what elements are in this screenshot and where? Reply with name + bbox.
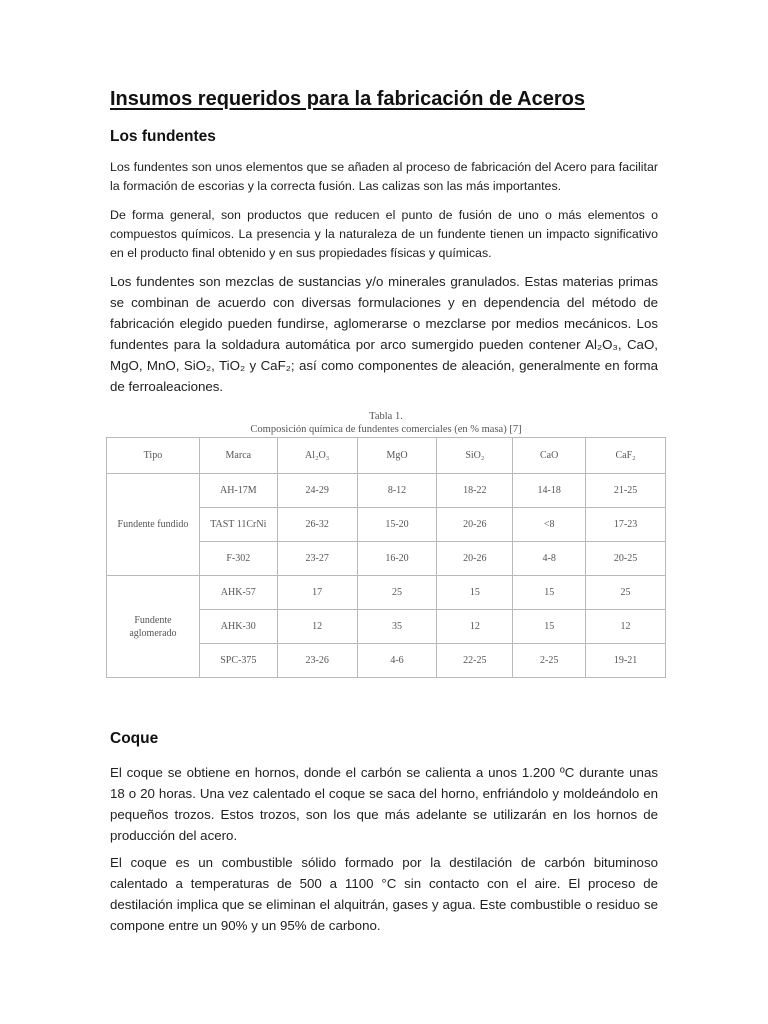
table-cell: 23-27 [277, 542, 357, 576]
table-cell: 15-20 [357, 508, 437, 542]
table-header-cell: Marca [199, 438, 277, 474]
table-cell: 14-18 [513, 474, 586, 508]
table-cell: AHK-30 [199, 610, 277, 644]
page-title: Insumos requeridos para la fabricación de Aceros [110, 88, 585, 110]
table-group-cell [107, 576, 200, 678]
table-cell: 25 [586, 576, 666, 610]
table-header-cell: Al₂O₃ [277, 438, 357, 474]
table-cell: 24-29 [277, 474, 357, 508]
table-cell: <8 [513, 508, 586, 542]
table-cell: 18-22 [437, 474, 513, 508]
section-heading-fundentes: Los fundentes [110, 128, 216, 145]
group-label-line: Fundente [134, 614, 172, 626]
table-cell: 20-26 [437, 508, 513, 542]
table-row [107, 474, 666, 508]
paragraph-coque-2: El coque es un combustible sólido formado por la destilación de carbón bituminoso calentado a temperaturas de 500 a 1100 °C sin contacto con el aire. El proceso de destilación implica que se eliminan el alquitrán, gases y agua. Este combustible o residuo se compone entre un 90% y un 95% de carbono. [110, 855, 658, 933]
table-cell: 15 [437, 576, 513, 610]
table-cell: F-302 [199, 542, 277, 576]
table-cell: 17-23 [586, 508, 666, 542]
table-header-row [107, 438, 666, 474]
table-cell: 12 [437, 610, 513, 644]
table-cell: 19-21 [586, 644, 666, 678]
table-header-cell: SiO₂ [437, 438, 513, 474]
table-row [107, 576, 666, 610]
table-header-cell: CaF₂ [586, 438, 666, 474]
table-cell: TAST 11CrNi [199, 508, 277, 542]
table-caption-title: Composición química de fundentes comerciales (en % masa) [7] [250, 424, 522, 435]
table-cell: 12 [586, 610, 666, 644]
table-caption-number: Tabla 1. [369, 411, 403, 422]
table-cell: 2-25 [513, 644, 586, 678]
group-label-line: aglomerado [129, 627, 177, 639]
table-cell: 17 [277, 576, 357, 610]
table-cell: 20-26 [437, 542, 513, 576]
table-cell: AH-17M [199, 474, 277, 508]
table-cell: SPC-375 [199, 644, 277, 678]
table-header-cell: CaO [513, 438, 586, 474]
paragraph-fundentes-2: De forma general, son productos que reducen el punto de fusión de uno o más elementos o compuestos químicos. La presencia y la naturaleza de un fundente tienen un impacto significativo en el producto final obtenido y en sus propiedades físicas y químicas. [110, 208, 658, 260]
table-cell: 20-25 [586, 542, 666, 576]
table-header-cell: MgO [357, 438, 437, 474]
table-cell: 26-32 [277, 508, 357, 542]
composition-table [106, 437, 666, 678]
table-cell: AHK-57 [199, 576, 277, 610]
table-cell: 15 [513, 576, 586, 610]
table-cell: 25 [357, 576, 437, 610]
table-cell: 15 [513, 610, 586, 644]
table-group-cell: Fundente fundido [107, 474, 200, 576]
table-cell: 22-25 [437, 644, 513, 678]
table-cell: 35 [357, 610, 437, 644]
table-cell: 21-25 [586, 474, 666, 508]
paragraph-fundentes-3: Los fundentes son mezclas de sustancias y/o minerales granulados. Estas materias primas se combinan de acuerdo con diversas formulaciones y en dependencia del método de fabricación elegido pueden fundirse, aglomerarse o mezclarse por medios mecánicos. Los fundentes para la soldadura automática por arco sumergido pueden contener Al₂O₃, CaO, MgO, MnO, SiO₂, TiO₂ y CaF₂; así como componentes de aleación, generalmente en forma de ferroaleaciones. [110, 274, 658, 394]
section-heading-coque: Coque [110, 730, 159, 747]
table-cell: 12 [277, 610, 357, 644]
table-cell: 16-20 [357, 542, 437, 576]
table-header-cell: Tipo [107, 438, 200, 474]
paragraph-coque-1: El coque se obtiene en hornos, donde el carbón se calienta a unos 1.200 ºC durante unas 18 o 20 horas. Una vez calentado el coque se saca del horno, enfriándolo y moldeándolo en pequeños trozos. Estos trozos, son los que más adelante se utilizarán en los hornos de producción del acero. [110, 765, 658, 843]
paragraph-fundentes-1: Los fundentes son unos elementos que se añaden al proceso de fabricación del Acero para facilitar la formación de escorias y la correcta fusión. Las calizas son las más importantes. [110, 160, 658, 193]
table-cell: 8-12 [357, 474, 437, 508]
table-cell: 4-8 [513, 542, 586, 576]
table-cell: 4-6 [357, 644, 437, 678]
table-cell: 23-26 [277, 644, 357, 678]
